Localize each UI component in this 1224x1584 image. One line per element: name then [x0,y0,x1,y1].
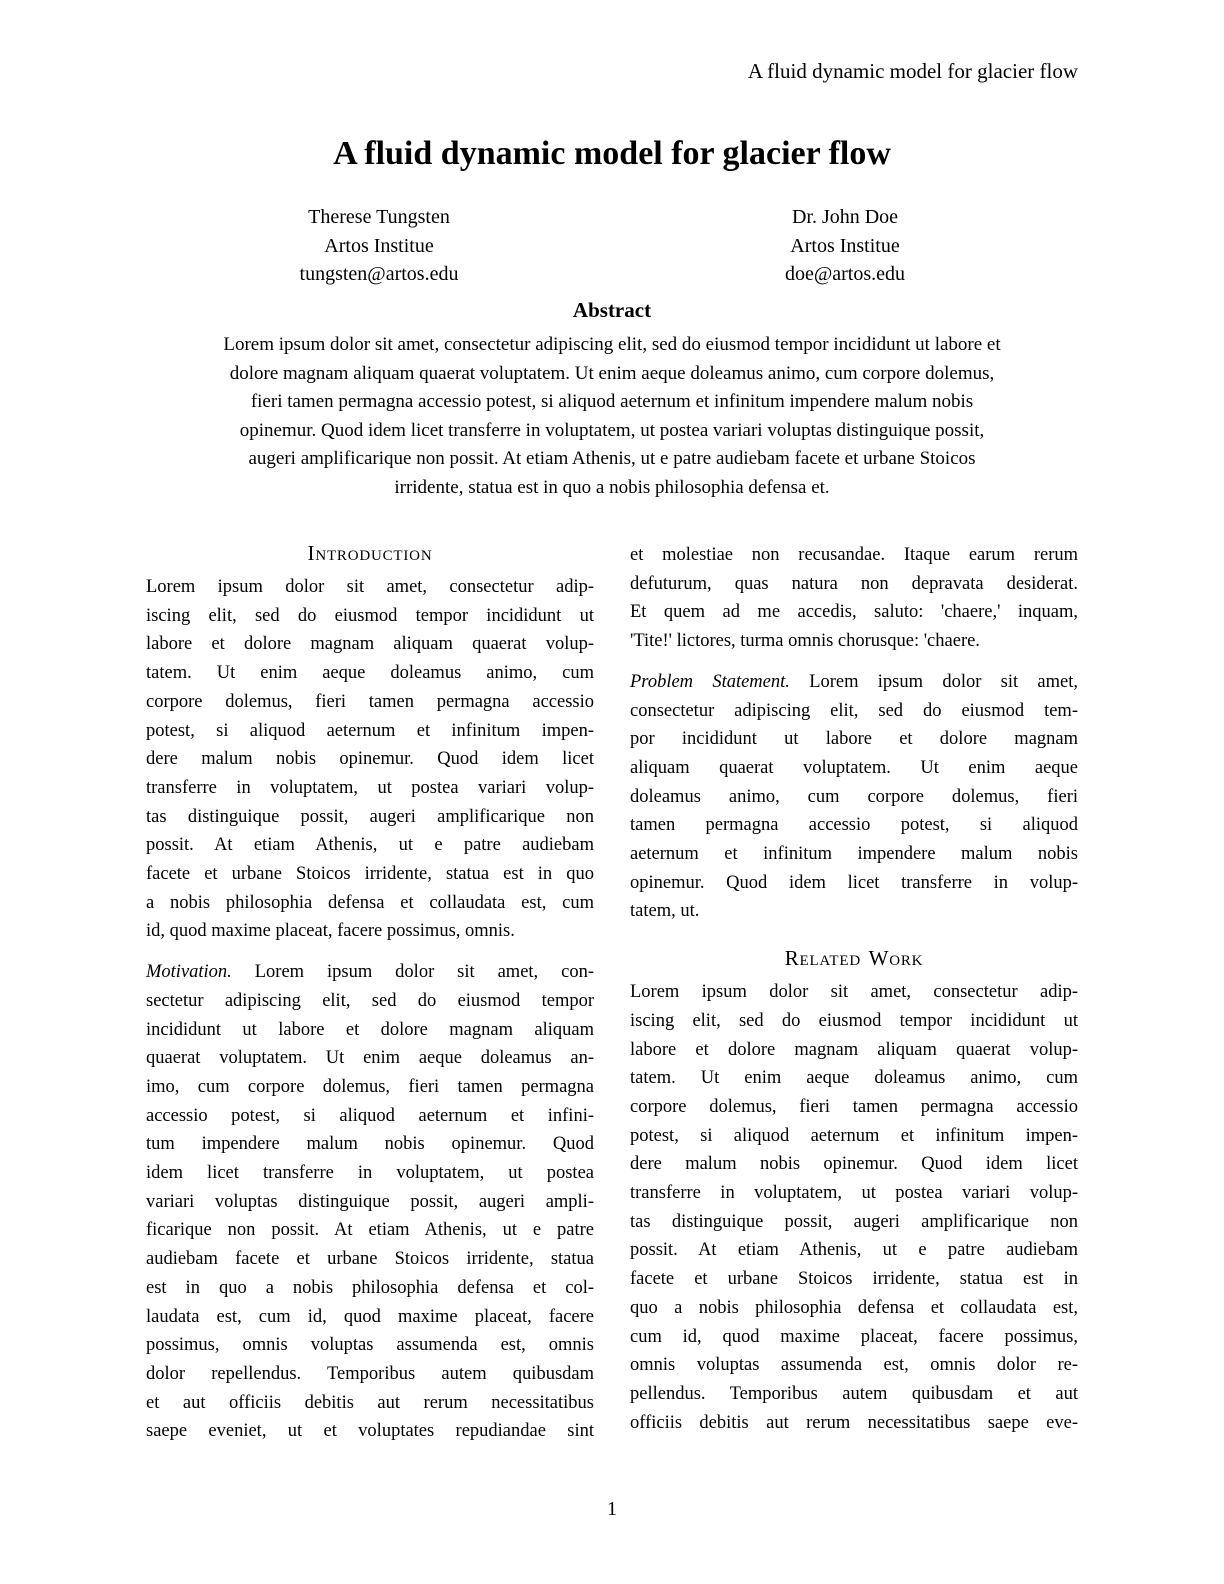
body-line: omnis voluptas assumenda est, omnis dolor re- [630,1355,1078,1376]
abstract-heading: Abstract [572,298,652,322]
body-line: tatem. Ut enim aeque doleamus animo, cum [146,663,594,684]
body-line: variari voluptas distinguique possit, augeri ampli- [146,1191,594,1212]
paragraph [630,668,1078,926]
abstract-text [144,331,1080,502]
body-line: facete et urbane Stoicos irridente, statua est in quo [146,864,594,885]
body-line: tatem. Ut enim aeque doleamus animo, cum [630,1068,1078,1089]
author-affiliation: Artos Institue [790,234,900,257]
paragraph-lead: Problem Statement. [630,671,790,692]
body-line: saepe eveniet, ut et voluptates repudiandae sint [146,1421,594,1442]
body-line: possit. At etiam Athenis, ut e patre audiebam [630,1240,1078,1261]
body-line: tamen permagna accessio potest, si aliquod [630,815,1078,836]
author-name: Therese Tungsten [308,206,450,228]
body-line: defuturum, quas natura non depravata desiderat. [630,573,1078,594]
abstract-line: opinemur. Quod idem licet transferre in voluptatem, ut postea variari voluptas distinguique possit, [239,419,985,441]
body-line: Motivation. Lorem ipsum dolor sit amet, con- [146,962,594,983]
page-number: 1 [607,1498,617,1520]
body-line: opinemur. Quod idem licet transferre in volup- [630,872,1078,893]
author-name: Dr. John Doe [791,206,899,228]
body-line: iscing elit, sed do eiusmod tempor incididunt ut [146,605,594,626]
body-line: doleamus animo, cum corpore dolemus, fieri [630,786,1078,807]
abstract-line: fieri tamen permagna accessio potest, si aliquod aeternum et infinitum impendere malum nobis [250,391,974,412]
paragraph [146,958,594,1446]
paragraph [146,573,594,946]
body-line: cum id, quod maxime placeat, facere possimus, [630,1326,1078,1347]
left-column [146,541,594,1446]
body-line: possit. At etiam Athenis, ut e patre audiebam [146,835,594,856]
body-line: quo a nobis philosophia defensa et collaudata est, [630,1297,1078,1318]
body-line: 'Tite!' lictores, turma omnis chorusque: 'chaere. [630,631,980,652]
body-line: tas distinguique possit, augeri amplificarique non [146,806,594,827]
body-line: Lorem ipsum dolor sit amet, consectetur adip- [630,982,1078,1003]
body-line: transferre in voluptatem, ut postea variari volup- [630,1183,1078,1204]
body-line: quaerat voluptatem. Ut enim aeque doleamus an- [146,1048,594,1069]
body-line: et aut officiis debitis aut rerum necessitatibus [146,1392,594,1413]
body-line: incididunt ut labore et dolore magnam aliquam [146,1019,594,1040]
section-heading: Introduction [307,541,433,565]
body-line: imo, cum corpore dolemus, fieri tamen permagna [146,1076,594,1097]
body-line: ficarique non possit. At etiam Athenis, ut e patre [146,1220,594,1241]
body-line: dolor repellendus. Temporibus autem quibusdam [146,1363,594,1384]
right-column [630,541,1078,1446]
body-line: transferre in voluptatem, ut postea variari volup- [146,777,594,798]
body-line: a nobis philosophia defensa et collaudata est, cum [146,892,594,913]
paragraph-lead: Motivation. [146,962,232,983]
body-line: por incididunt ut labore et dolore magnam [630,729,1078,750]
body-line: aeternum et infinitum impendere malum nobis [630,844,1078,865]
abstract-line: dolore magnam aliquam quaerat voluptatem. Ut enim aeque doleamus animo, cum corpore dolemus, [229,362,995,384]
body-line: potest, si aliquod aeternum et infinitum impen- [630,1125,1078,1146]
author-1 [146,203,612,289]
body-line: Problem Statement. Lorem ipsum dolor sit amet, [630,671,1078,692]
body-line: idem licet transferre in voluptatem, ut postea [146,1163,594,1184]
body-line: tas distinguique possit, augeri amplificarique non [630,1211,1078,1232]
body-line: dere malum nobis opinemur. Quod idem licet [146,749,594,770]
body-line: id, quod maxime placeat, facere possimus, omnis. [146,921,515,942]
body-line: sectetur adipiscing elit, sed do eiusmod tempor [146,990,594,1011]
body-line: iscing elit, sed do eiusmod tempor incididunt ut [630,1010,1078,1031]
abstract-line: irridente, statua est in quo a nobis philosophia defensa et. [394,476,830,498]
body-line: laudata est, cum id, quod maxime placeat, facere [146,1306,594,1327]
abstract-line: augeri amplificarique non possit. At etiam Athenis, ut e patre audiebam facete et urbane Stoicos [248,448,976,469]
body-line: tum impendere malum nobis opinemur. Quod [146,1134,594,1155]
body-line: pellendus. Temporibus autem quibusdam et aut [630,1383,1078,1404]
body-line: labore et dolore magnam aliquam quaerat volup- [146,634,594,655]
body-line: facete et urbane Stoicos irridente, statua est in [630,1269,1078,1290]
body-line: Lorem ipsum dolor sit amet, consectetur adip- [146,577,594,597]
body-line: corpore dolemus, fieri tamen permagna accessio [630,1096,1078,1117]
running-header: A fluid dynamic model for glacier flow [747,59,1078,83]
paragraph [630,978,1078,1437]
author-email: tungsten@artos.edu [299,263,459,285]
two-column-body [146,541,1078,1446]
body-line: audiebam facete et urbane Stoicos irridente, statua [146,1249,594,1270]
author-email: doe@artos.edu [784,263,906,285]
body-line: accessio potest, si aliquod aeternum et infini- [146,1105,594,1126]
body-line: potest, si aliquod aeternum et infinitum impen- [146,720,594,741]
paper-title: A fluid dynamic model for glacier flow [333,135,891,172]
body-line: corpore dolemus, fieri tamen permagna accessio [146,691,594,712]
abstract-line: Lorem ipsum dolor sit amet, consectetur adipiscing elit, sed do eiusmod tempor incididunt ut labore et [223,334,1001,355]
author-block [146,203,1078,289]
body-line: possimus, omnis voluptas assumenda est, omnis [146,1335,594,1356]
body-line: est in quo a nobis philosophia defensa et col- [146,1277,594,1298]
body-line: labore et dolore magnam aliquam quaerat volup- [630,1039,1078,1060]
body-line: consectetur adipiscing elit, sed do eiusmod tem- [630,700,1078,721]
body-line: tatem, ut. [630,901,700,922]
body-line: officiis debitis aut rerum necessitatibus saepe eve- [630,1412,1078,1433]
body-line: dere malum nobis opinemur. Quod idem licet [630,1154,1078,1175]
body-line: Et quem ad me accedis, saluto: 'chaere,' inquam, [630,602,1078,623]
author-2 [612,203,1078,289]
body-line: aliquam quaerat voluptatem. Ut enim aeque [630,757,1078,778]
paragraph [630,541,1078,656]
author-affiliation: Artos Institue [324,234,434,257]
section-heading: Related Work [784,946,924,971]
body-line: et molestiae non recusandae. Itaque earum rerum [630,545,1078,565]
